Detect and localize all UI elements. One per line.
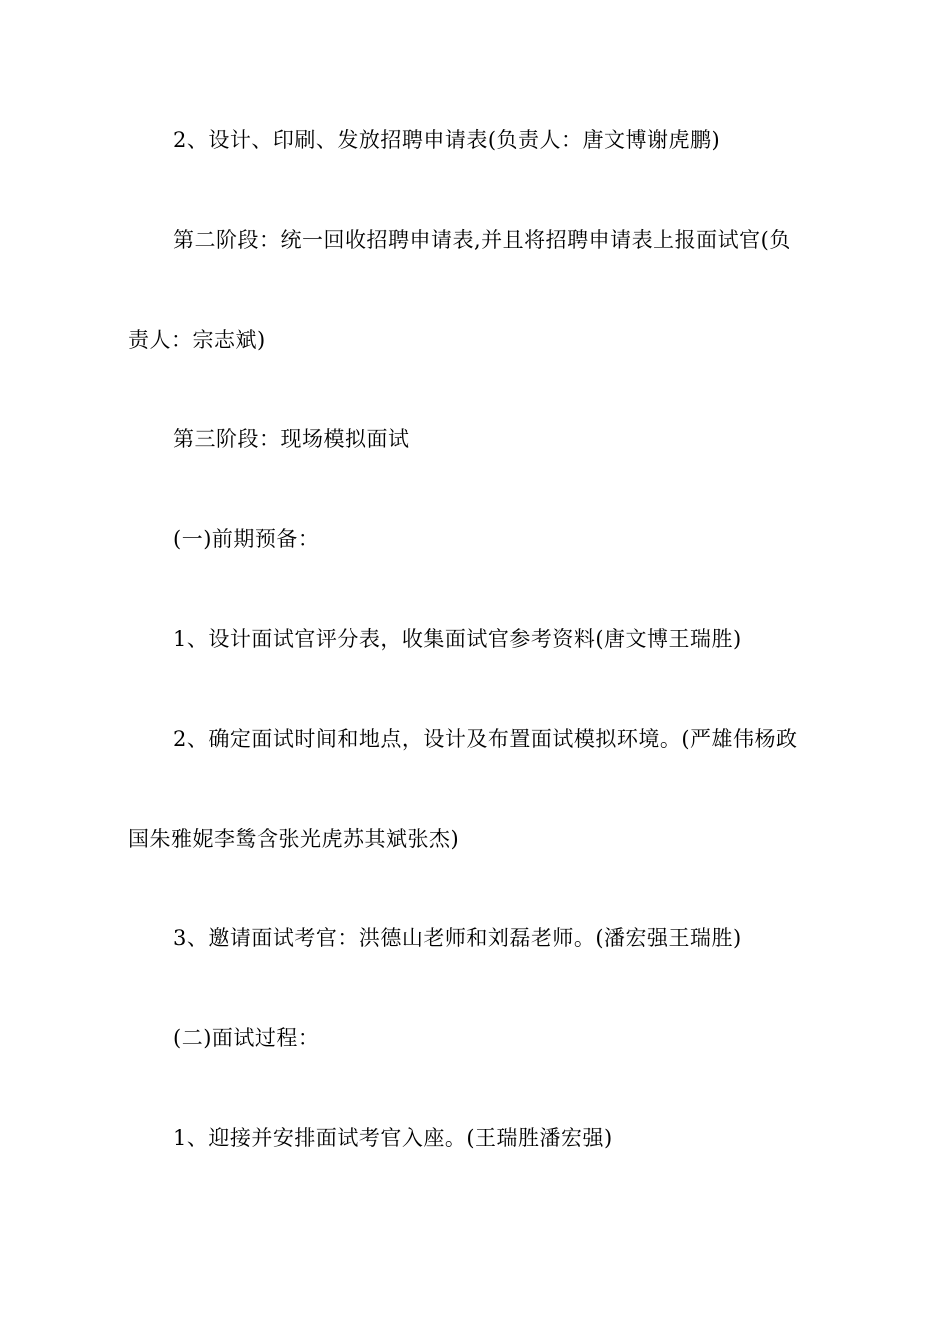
- paragraph-line: 1、设计面试官评分表，收集面试官参考资料(唐文博王瑞胜): [173, 627, 742, 651]
- paragraph-line: 第二阶段：统一回收招聘申请表,并且将招聘申请表上报面试官(负: [173, 228, 791, 252]
- paragraph-line: 2、确定面试时间和地点，设计及布置面试模拟环境。(严雄伟杨政: [173, 727, 798, 751]
- subsection-heading: (一)前期预备：: [173, 527, 320, 551]
- section-heading: 第三阶段：现场模拟面试: [173, 427, 410, 451]
- paragraph-line: 1、迎接并安排面试考官入座。(王瑞胜潘宏强): [173, 1126, 613, 1150]
- paragraph-line: 3、邀请面试考官：洪德山老师和刘磊老师。(潘宏强王瑞胜): [173, 926, 742, 950]
- subsection-heading: (二)面试过程：: [173, 1026, 320, 1050]
- paragraph-line: 国朱雅妮李鸶含张光虎苏其斌张杰): [128, 827, 460, 851]
- paragraph-line: 责人：宗志斌): [128, 328, 266, 352]
- paragraph-line: 2、设计、印刷、发放招聘申请表(负责人：唐文博谢虎鹏): [173, 128, 721, 152]
